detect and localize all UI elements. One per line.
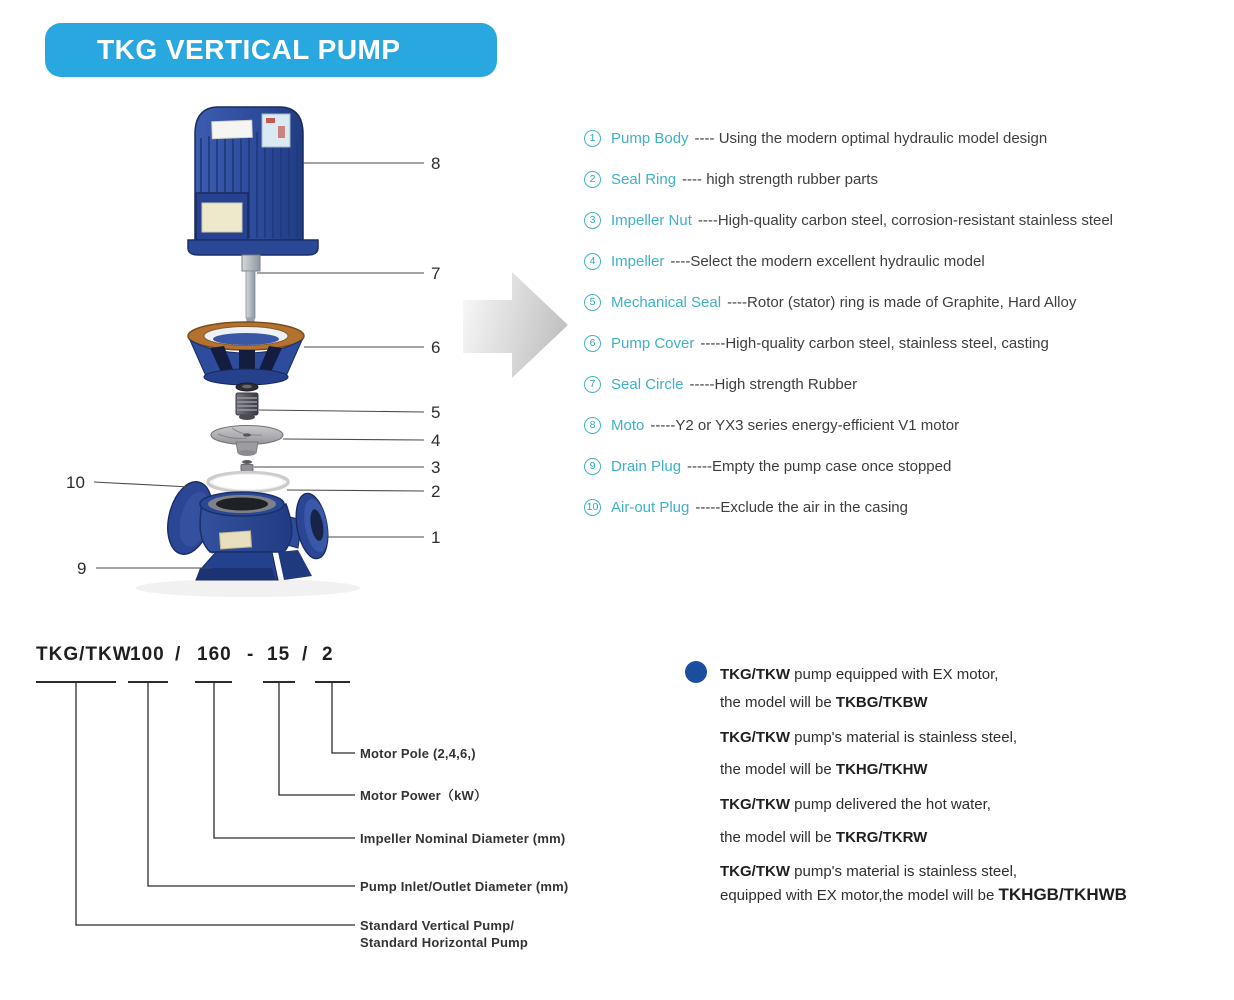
- part-name: Pump Cover: [611, 335, 695, 352]
- callout-number: 10: [66, 473, 85, 492]
- note-line: [720, 666, 998, 683]
- part-item: [584, 130, 1234, 147]
- note-text: pump equipped with EX motor,: [789, 666, 999, 683]
- part-name: Air-out Plug: [611, 499, 690, 516]
- note-line: [720, 863, 1017, 880]
- part-item: [584, 499, 1234, 516]
- callout-number: 3: [431, 458, 441, 477]
- model-code-separator: -: [247, 644, 255, 665]
- part-description: -----Exclude the air in the casing: [695, 499, 908, 516]
- model-label: Standard Vertical Pump/: [360, 918, 515, 933]
- note-line: [720, 761, 928, 778]
- body-nameplate: [219, 531, 251, 549]
- callout-line-5: [259, 410, 424, 412]
- part-name: Impeller Nut: [611, 212, 692, 229]
- part-description: -----High-quality carbon steel, stainless steel, casting: [700, 335, 1049, 352]
- pump-body-part: [161, 477, 333, 580]
- model-label: Impeller Nominal Diameter (mm): [360, 831, 566, 846]
- note-text: pump's material is stainless steel,: [789, 863, 1018, 880]
- part-name: Moto: [611, 417, 645, 434]
- part-name: Seal Circle: [611, 376, 684, 393]
- part-description: ---- high strength rubber parts: [682, 171, 878, 188]
- model-code-diagram: [30, 630, 630, 960]
- callout-number: 7: [431, 264, 441, 283]
- note-text: pump's material is stainless steel,: [789, 729, 1018, 746]
- part-item: [584, 458, 1234, 475]
- note-text: the model will be: [720, 761, 836, 778]
- base-part: [196, 550, 312, 580]
- callout-number: 1: [431, 528, 441, 547]
- part-item: [584, 171, 1234, 188]
- impeller-part: [211, 426, 283, 457]
- part-item: [584, 212, 1234, 229]
- callout-number: 5: [431, 403, 441, 422]
- part-name: Mechanical Seal: [611, 294, 722, 311]
- note-model-code: TKG/TKW: [720, 729, 790, 746]
- model-label: Standard Horizontal Pump: [360, 935, 529, 950]
- part-number-badge: 5: [584, 294, 601, 311]
- part-description: -----Empty the pump case once stopped: [687, 458, 952, 475]
- part-description: ----Select the modern excellent hydraulic model: [670, 253, 985, 270]
- part-number-badge: 10: [584, 499, 601, 516]
- part-description: ----Rotor (stator) ring is made of Graphite, Hard Alloy: [727, 294, 1077, 311]
- model-label: Pump Inlet/Outlet Diameter (mm): [360, 879, 569, 894]
- callout-line-10: [94, 482, 190, 487]
- pump-exploded-diagram: [40, 90, 500, 640]
- note-model-code: TKG/TKW: [720, 796, 790, 813]
- pump-cover-part: [188, 322, 304, 385]
- note-model-code: TKG/TKW: [720, 666, 790, 683]
- motor-nameplate: [212, 120, 253, 138]
- pump-shadow: [136, 579, 360, 597]
- shaft-part: [242, 255, 260, 330]
- note-model-code: TKHG/TKHW: [835, 761, 928, 778]
- part-number-badge: 9: [584, 458, 601, 475]
- part-number-badge: 1: [584, 130, 601, 147]
- part-description: -----High strength Rubber: [689, 376, 858, 393]
- part-item: [584, 417, 1234, 434]
- note-model-code: TKRG/TKRW: [835, 829, 928, 846]
- note-line: [720, 886, 1127, 904]
- motor-flange: [188, 240, 318, 255]
- note-model-code: TKG/TKW: [720, 863, 790, 880]
- model-code-segment: 100: [130, 644, 165, 665]
- part-description: -----Y2 or YX3 series energy-efficient V1 motor: [650, 417, 960, 434]
- transition-arrow-icon: [450, 262, 585, 407]
- note-line: [720, 729, 1017, 746]
- impeller-nut-part: [241, 460, 253, 471]
- note-text: equipped with EX motor,the model will be: [720, 887, 999, 904]
- title-banner: TKG VERTICAL PUMP: [45, 23, 497, 77]
- note-text: the model will be: [720, 694, 836, 711]
- part-number-badge: 7: [584, 376, 601, 393]
- part-number-badge: 2: [584, 171, 601, 188]
- callout-number: 2: [431, 482, 441, 501]
- note-line: [720, 829, 927, 846]
- model-code-separator: /: [302, 644, 309, 665]
- model-code-segment: 15: [267, 644, 291, 665]
- part-number-badge: 8: [584, 417, 601, 434]
- part-number-badge: 6: [584, 335, 601, 352]
- part-description: ---- Using the modern optimal hydraulic model design: [694, 130, 1048, 147]
- model-connectors: [76, 682, 355, 925]
- note-bullet-icon: [685, 661, 707, 683]
- callout-number: 6: [431, 338, 441, 357]
- note-model-code: TKHGB/TKHWB: [998, 885, 1127, 904]
- part-name: Seal Ring: [611, 171, 677, 188]
- part-name: Drain Plug: [611, 458, 682, 475]
- part-item: [584, 253, 1234, 270]
- callout-number: 8: [431, 154, 441, 173]
- motor-part: [188, 107, 318, 255]
- note-model-code: TKBG/TKBW: [835, 694, 928, 711]
- part-item: [584, 294, 1234, 311]
- mechanical-seal-part: [236, 383, 258, 420]
- parts-list: [584, 130, 1234, 540]
- callout-line-4: [283, 439, 424, 440]
- callout-line-2: [287, 490, 424, 491]
- model-code-segment: 160: [197, 644, 232, 665]
- part-name: Impeller: [611, 253, 665, 270]
- part-description: ----High-quality carbon steel, corrosion-resistant stainless steel: [697, 212, 1114, 229]
- model-code-segment: TKG/TKW: [36, 644, 132, 665]
- model-code-segment: 2: [322, 644, 334, 665]
- note-line: [720, 694, 928, 711]
- part-item: [584, 376, 1234, 393]
- model-label: Motor Pole (2,4,6,): [360, 746, 476, 761]
- seal-ring-part: [208, 473, 288, 492]
- note-text: the model will be: [720, 829, 836, 846]
- callout-number: 9: [77, 559, 87, 578]
- model-code-separator: /: [175, 644, 182, 665]
- note-line: [720, 796, 991, 813]
- model-label: Motor Power（kW）: [360, 788, 488, 803]
- part-item: [584, 335, 1234, 352]
- part-number-badge: 3: [584, 212, 601, 229]
- note-text: pump delivered the hot water,: [789, 796, 991, 813]
- callout-number: 4: [431, 431, 441, 450]
- part-name: Pump Body: [611, 130, 689, 147]
- part-number-badge: 4: [584, 253, 601, 270]
